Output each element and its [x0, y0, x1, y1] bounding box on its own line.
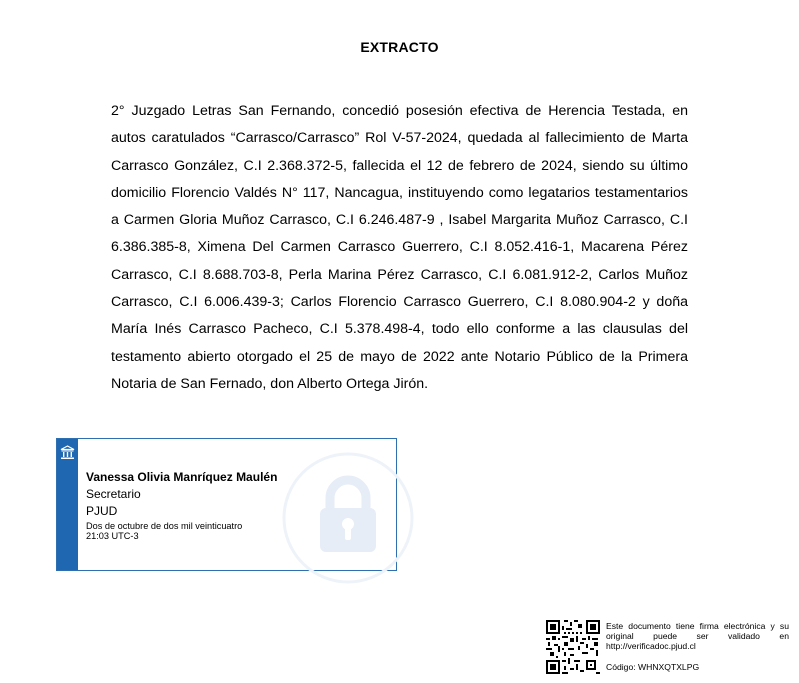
courthouse-icon: [60, 445, 75, 460]
verification-note: [606, 621, 789, 672]
qr-code-icon: [546, 620, 600, 674]
signature-date: Dos de octubre de dos mil veinticuatro: [86, 521, 243, 531]
document-body: 2° Juzgado Letras San Fernando, concedió posesión efectiva de Herencia Testada, en autos caratulados “Carrasco/Carrasco” Rol V-57-2024, quedada al fallecimiento de Marta Carrasco González, C.I 2.368.372-5, fallecida el 12 de febrero de 2024, siendo su último domicilio Florencio Valdés N° 117, Nancagua, instituyendo como legatarios testamentarios a Carmen Gloria Muñoz Carrasco, C.I 6.246.487-9 , Isabel Margarita Muñoz Carrasco, C.I 6.386.385-8, Ximena Del Carmen Carrasco Guerrero, C.I 8.052.416-1, Macarena Pérez Carrasco, C.I 8.688.703-8, Perla Marina Pérez Carrasco, C.I 6.081.912-2, Carlos Muñoz Carrasco, C.I 6.006.439-3; Carlos Florencio Carrasco Guerrero, C.I 8.080.904-2 y doña María Inés Carrasco Pacheco, C.I 5.378.498-4, todo ello conforme a las clausulas del testamento abierto otorgado el 25 de mayo de 2022 ante Notario Público de la Primera Notaria de San Fernado, don Alberto Ortega Jirón.: [111, 103, 688, 392]
verification-text: Este documento tiene firma electrónica y su original puede ser validado en http://verificadoc.pjud.cl: [606, 621, 789, 651]
signer-name: Vanessa Olivia Manríquez Maulén: [86, 470, 278, 484]
signer-role: Secretario: [86, 487, 141, 501]
verification-code: Código: WHNXQTXLPG: [606, 662, 700, 672]
signature-stripe: [57, 439, 78, 570]
signature-time: 21:03 UTC-3: [86, 531, 139, 541]
document-title: EXTRACTO: [360, 39, 439, 55]
signature-box: [56, 438, 397, 571]
signer-organization: PJUD: [86, 504, 118, 518]
lock-icon: [282, 452, 414, 584]
